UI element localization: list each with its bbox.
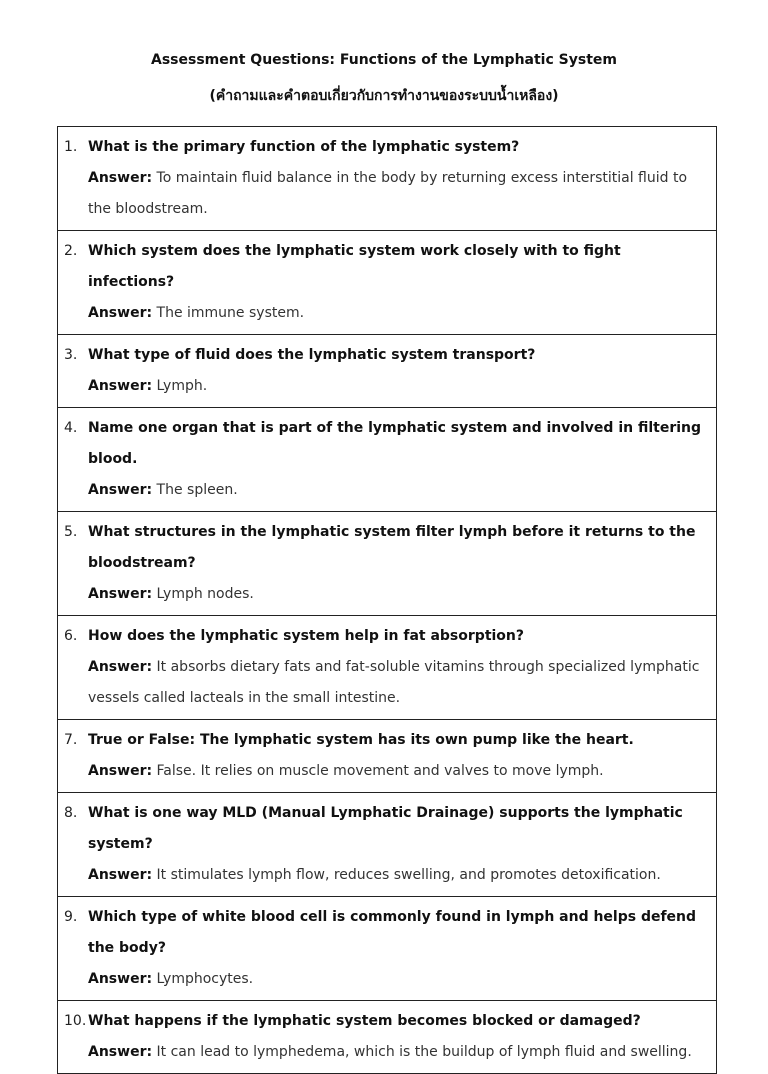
qa-cell [58, 127, 717, 231]
question-number: 10. [64, 1013, 87, 1029]
answer-text: Lymph. [156, 378, 208, 394]
qa-cell [58, 897, 717, 1001]
question-number: 1. [64, 139, 78, 155]
qa-row [58, 512, 717, 616]
question-number: 4. [64, 420, 78, 436]
question-text: What is the primary function of the lymphatic system? [88, 139, 520, 155]
answer-label: Answer: [88, 1044, 153, 1060]
answer-label: Answer: [88, 378, 153, 394]
qa-row [58, 720, 717, 793]
answer-label: Answer: [88, 170, 153, 186]
answer-label: Answer: [88, 305, 153, 321]
question-text: Which system does the lymphatic system work closely with to fight infections? [88, 243, 621, 290]
answer-text: The spleen. [156, 482, 238, 498]
answer-text: It absorbs dietary fats and fat-soluble vitamins through specialized lymphatic vessels called lacteals in the small intestine. [88, 659, 700, 706]
answer-text: Lymph nodes. [156, 586, 254, 602]
qa-cell [58, 793, 717, 897]
question-number: 5. [64, 524, 78, 540]
question-number: 7. [64, 732, 78, 748]
question-text: What structures in the lymphatic system filter lymph before it returns to the bloodstream? [88, 524, 696, 571]
question-text: Name one organ that is part of the lymphatic system and involved in filtering blood. [88, 420, 702, 467]
qa-cell [58, 1001, 717, 1074]
qa-row [58, 335, 717, 408]
answer-text: The immune system. [156, 305, 305, 321]
qa-row [58, 616, 717, 720]
question-number: 9. [64, 909, 78, 925]
question-text: What is one way MLD (Manual Lymphatic Drainage) supports the lymphatic system? [88, 805, 683, 852]
answer-text: False. It relies on muscle movement and valves to move lymph. [156, 763, 604, 779]
answer-text: It stimulates lymph flow, reduces swelling, and promotes detoxification. [156, 867, 661, 883]
qa-row [58, 127, 717, 231]
answer-label: Answer: [88, 482, 153, 498]
page-title: Assessment Questions: Functions of the Lymphatic System [151, 52, 617, 68]
question-number: 6. [64, 628, 78, 644]
answer-label: Answer: [88, 971, 153, 987]
qa-cell [58, 720, 717, 793]
qa-cell [58, 616, 717, 720]
answer-text: Lymphocytes. [156, 971, 254, 987]
answer-label: Answer: [88, 867, 153, 883]
question-number: 3. [64, 347, 78, 363]
qa-table [57, 126, 717, 1074]
qa-cell [58, 512, 717, 616]
page-subtitle-thai: (คำถามและคำตอบเกี่ยวกับการทำงานของระบบน้ำเหลือง) [209, 88, 559, 104]
answer-label: Answer: [88, 763, 153, 779]
question-text: True or False: The lymphatic system has its own pump like the heart. [88, 732, 634, 748]
qa-row [58, 1001, 717, 1074]
answer-text: To maintain fluid balance in the body by returning excess interstitial fluid to the bloodstream. [88, 170, 688, 217]
question-text: What happens if the lymphatic system becomes blocked or damaged? [88, 1013, 641, 1029]
qa-row [58, 897, 717, 1001]
question-number: 2. [64, 243, 78, 259]
question-text: How does the lymphatic system help in fat absorption? [88, 628, 525, 644]
answer-label: Answer: [88, 586, 153, 602]
qa-row [58, 793, 717, 897]
question-text: Which type of white blood cell is commonly found in lymph and helps defend the body? [88, 909, 697, 956]
qa-cell [58, 231, 717, 335]
qa-cell [58, 335, 717, 408]
answer-label: Answer: [88, 659, 153, 675]
qa-row [58, 231, 717, 335]
answer-text: It can lead to lymphedema, which is the buildup of lymph fluid and swelling. [156, 1044, 692, 1060]
qa-cell [58, 408, 717, 512]
question-text: What type of fluid does the lymphatic system transport? [88, 347, 536, 363]
qa-row [58, 408, 717, 512]
question-number: 8. [64, 805, 78, 821]
